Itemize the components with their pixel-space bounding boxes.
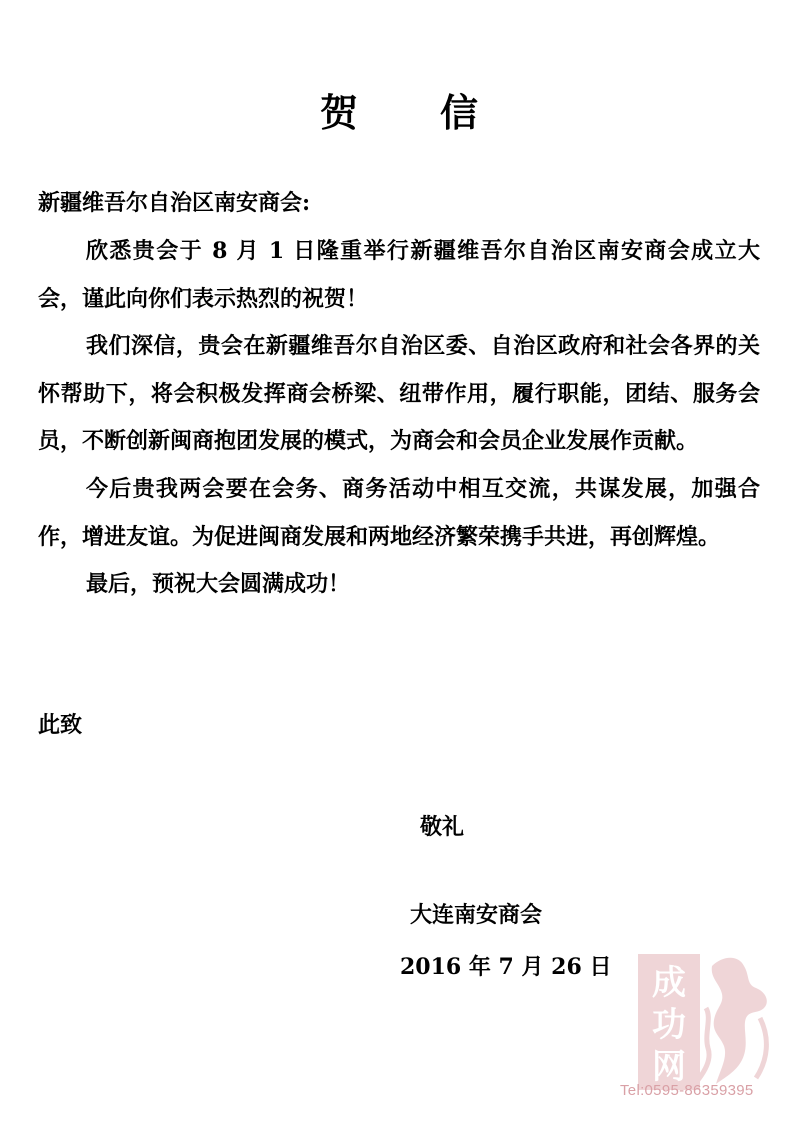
watermark-char-1: 成 bbox=[652, 963, 686, 1003]
watermark-tel: Tel:0595-86359395 bbox=[620, 1082, 754, 1099]
watermark-char-3: 网 bbox=[652, 1047, 686, 1087]
paragraph-3: 今后贵我两会要在会务、商务活动中相互交流，共谋发展，加强合作，增进友谊。为促进闽商发展和两地经济繁荣携手共进，再创辉煌。 bbox=[38, 475, 760, 550]
letter-date: 2016 年 7 月 26 日 bbox=[400, 954, 612, 980]
salutation: 新疆维吾尔自治区南安商会: bbox=[38, 190, 311, 216]
closing: 此致 bbox=[38, 712, 83, 738]
sender-name: 大连南安商会 bbox=[410, 902, 543, 928]
paragraph-1: 欣悉贵会于 8 月 1 日隆重举行新疆维吾尔自治区南安商会成立大会，谨此向你们表示热烈的祝贺！ bbox=[38, 238, 760, 312]
regards: 敬礼 bbox=[420, 814, 465, 840]
letter-body bbox=[38, 228, 760, 609]
paragraph-4: 最后，预祝大会圆满成功！ bbox=[86, 571, 351, 598]
paragraph-2: 我们深信，贵会在新疆维吾尔自治区委、自治区政府和社会各界的关怀帮助下，将会积极发挥商会桥梁、纽带作用，履行职能，团结、服务会员，不断创新闽商抱团发展的模式，为商会和会员企业发展作贡献。 bbox=[38, 333, 760, 455]
watermark-char-2: 功 bbox=[652, 1005, 686, 1045]
title-char-1: 贺 bbox=[319, 90, 360, 135]
title-char-2: 信 bbox=[440, 90, 481, 135]
letter-title bbox=[0, 82, 800, 137]
watermark-logo bbox=[620, 948, 780, 1098]
horse-seal-icon bbox=[620, 948, 780, 1098]
